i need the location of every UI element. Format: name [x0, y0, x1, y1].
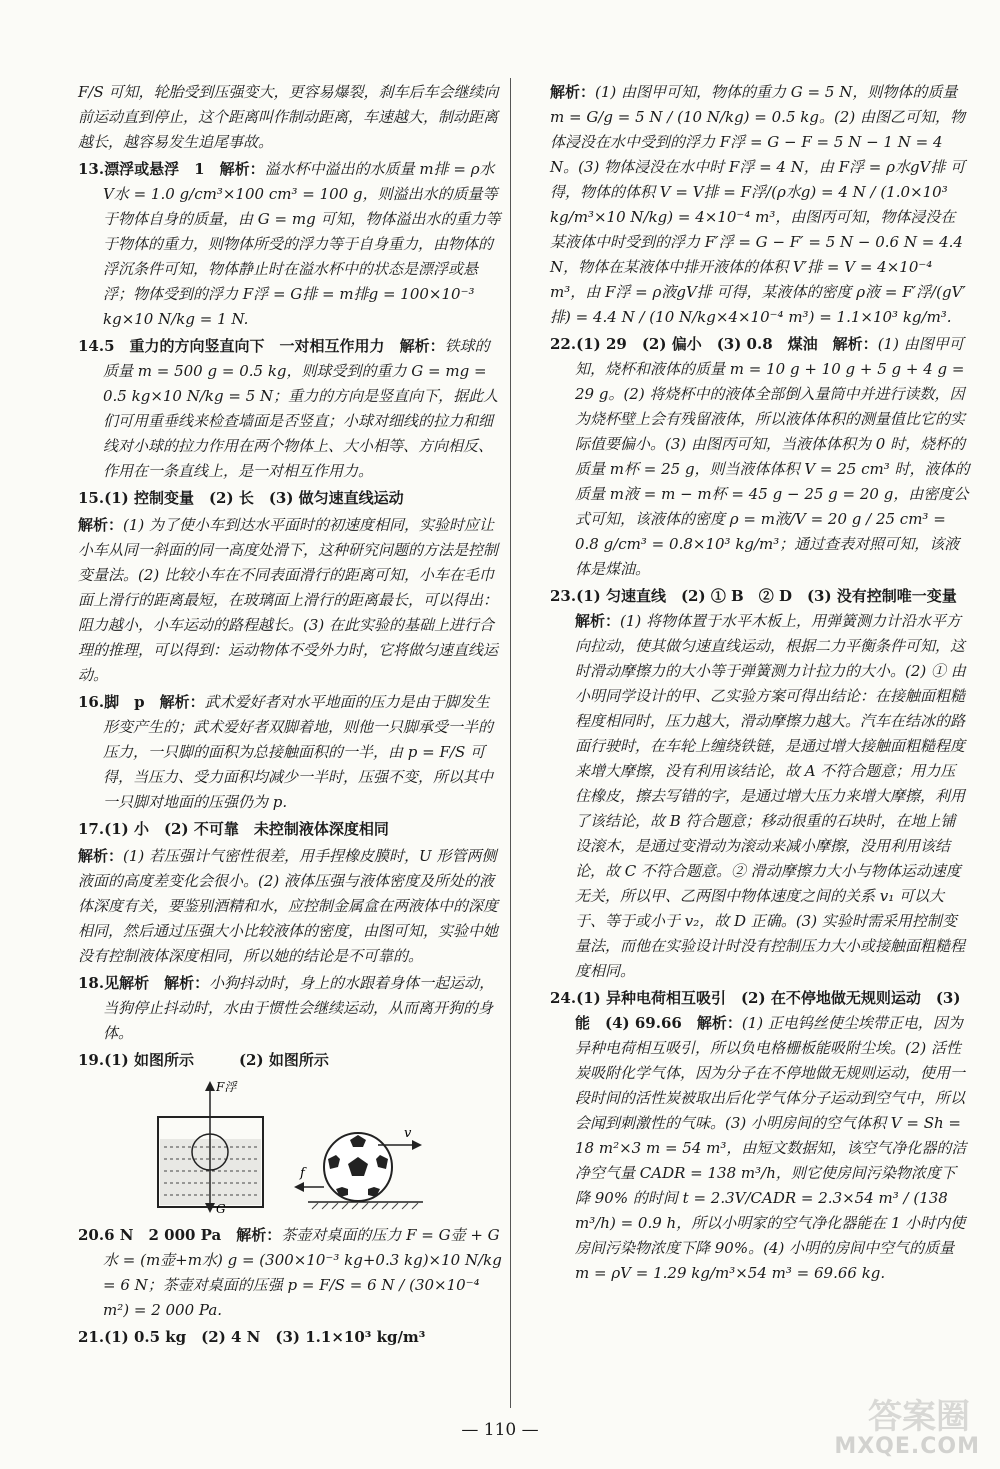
answer-item-17: 17.(1) 小 (2) 不可靠 未控制液体深度相同: [78, 820, 389, 838]
force-diagram-svg: [78, 1077, 503, 1217]
right-column: [550, 80, 970, 1288]
continued-paragraph: F/S 可知，轮胎受到压强变大，更容易爆裂，刹车后车会继续向前运动直到停止，这个距离叫作制动距离，车速越大，制动距离越长，越容易发生追尾事故。: [78, 83, 499, 151]
answer-item-23: 23.(1) 匀速直线 (2) ① B ② D (3) 没有控制唯一变量 解析：(1) 将物体置于水平木板上，用弹簧测力计沿水平方向拉动，使其做匀速直线运动，根据二力平衡条件可知，这时滑动摩擦力的大小等于弹簧测力计拉力的大小。(2) ① 由小明同学设计的甲、乙实验方案可得出结论：在接触面粗糙程度相同时，压力越大，滑动摩擦力越大。汽车在结冰的路面行驶时，在车轮上缠绕铁链，是通过增大接触面粗糙程度来增大摩擦，没有利用该结论，故 A 不符合题意；用力压住橡皮，擦去写错的字，是通过增大压力来增大摩擦，利用了该结论，故 B 符合题意；移动很重的石块时，在地上铺设滚木，是通过变滑动为滚动来减小摩擦，没用利用该结论，故 C 不符合题意。② 滑动摩擦力大小与物体运动速度无关，所以甲、乙两图中物体速度之间的关系 v₁ 可以大于、等于或小于 v₂，故 D 正确。(3) 实验时需采用控制变量法，而他在实验设计时没有控制压力大小或接触面粗糙程度相同。: [550, 587, 966, 980]
velocity-label: v: [404, 1126, 412, 1141]
answer-item-16: 16.脚 p 解析：武术爱好者对水平地面的压力是由于脚发生形变产生的；武术爱好者双脚着地，则他一只脚承受一半的压力，一只脚的面积为总接触面积的一半，由 p = F/S 可得，当压力、受力面积均减少一半时，压强不变，所以其中一只脚对地面的压强仍为 p.: [78, 693, 494, 811]
answer-item-20: 20.6 N 2 000 Pa 解析：茶壶对桌面的压力 F = G壶 + G水 = (m壶+m水) g = (300×10⁻³ kg+0.3 kg)×10 N/kg = 6 N；茶壶对桌面的压强 p = F/S = 6 N / (30×10⁻⁴ m²) = 2 000 Pa.: [78, 1226, 502, 1319]
friction-label: f: [300, 1166, 305, 1181]
answer-item-22: 22.(1) 29 (2) 偏小 (3) 0.8 煤油 解析：(1) 由图甲可知，烧杯和液体的质量 m = 10 g + 10 g + 5 g + 4 g = 29 g。(2) 将烧杯中的液体全部倒入量筒中并进行读数，因为烧杯壁上会有残留液体，所以液体体积的测量值比它的实际值要偏小。(3) 由图丙可知，当液体体积为 0 时，烧杯的质量 m杯 = 25 g，则当液体体积 V = 25 cm³ 时，液体的质量 m液 = m − m杯 = 45 g − 25 g = 20 g，由密度公式可知，该液体的密度 ρ = m液/V = 20 g / 25 cm³ = 0.8 g/cm³ = 0.8×10³ kg/m³；通过查表对照可知，该液体是煤油。: [550, 335, 970, 578]
buoyancy-label: F浮: [216, 1080, 237, 1094]
column-divider: [510, 78, 511, 1408]
answer-item-15: 15.(1) 控制变量 (2) 长 (3) 做匀速直线运动: [78, 489, 404, 507]
watermark-icon: 答案圈: [868, 1397, 970, 1437]
answer-item-15-explanation: 解析：(1) 为了使小车到达水平面时的初速度相同，实验时应让小车从同一斜面的同一高度处滑下，这种研究问题的方法是控制变量法。(2) 比较小车在不同表面滑行的距离可知，小车在毛巾面上滑行的距离最短，在玻璃面上滑行的距离最长，可以得出：阻力越小，小车运动的路程越长。(3) 在此实验的基础上进行合理的推理，可以得到：运动物体不受外力时，它将做匀速直线运动。: [78, 516, 499, 684]
page-number: — 110 —: [461, 1420, 539, 1440]
answer-item-17-explanation: 解析：(1) 若压强计气密性很差，用手捏橡皮膜时，U 形管两侧液面的高度差变化会很小。(2) 液体压强与液体密度及所处的液体深度有关，要鉴别酒精和水，应控制金属盒在两液体中的深度相同，然后通过压强大小比较液体的密度，由图可知，实验中她没有控制液体深度相同，所以她的结论是不可靠的。: [78, 847, 499, 965]
answer-item-21-explanation: 解析：(1) 由图甲可知，物体的重力 G = 5 N，则物体的质量 m = G/g = 5 N / (10 N/kg) = 0.5 kg。(2) 由图乙可知，物体浸没在水中受到的浮力 F浮 = G − F = 5 N − 1 N = 4 N。(3) 物体浸没在水中时 F浮 = 4 N，由 F浮 = ρ水gV排 可得，物体的体积 V = V排 = F浮/(ρ水g) = 4 N / (1.0×10³ kg/m³×10 N/kg) = 4×10⁻⁴ m³，由图丙可知，物体浸没在某液体中时受到的浮力 F′浮 = G − F′ = 5 N − 0.6 N = 4.4 N，物体在某液体中排开液体的体积 V′排 = V = 4×10⁻⁴ m³，由 F浮 = ρ液gV排 可得，某液体的密度 ρ液 = F′浮/(gV′排) = 4.4 N / (10 N/kg×4×10⁻⁴ m³) = 1.1×10³ kg/m³.: [550, 83, 966, 326]
soccer-ball-diagram: [294, 1126, 423, 1209]
answer-item-19: 19.(1) 如图所示 (2) 如图所示: [78, 1051, 329, 1069]
answer-item-24: 24.(1) 异种电荷相互吸引 (2) 在不停地做无规则运动 (3) 能 (4) 69.66 解析：(1) 正电钨丝使尘埃带正电，因为异种电荷相互吸引，所以负电格栅板能吸附尘埃。(2) 活性炭吸附化学气体，因为分子在不停地做无规则运动，使用一段时间的活性炭被取出后化学气体分子运动到空气中，所以会闻到刺激性的气味。(3) 小明房间的空气体积 V = Sh = 18 m²×3 m = 54 m³，由短文数据知，该空气净化器的洁净空气量 CADR = 138 m³/h，则它使房间污染物浓度下降 90% 的时间 t = 2.3V/CADR = 2.3×54 m³ / (138 m³/h) = 0.9 h，所以小明家的空气净化器能在 1 小时内使房间污染物浓度下降 90%。(4) 小明的房间中空气的质量 m = ρV = 1.29 kg/m³×54 m³ = 69.66 kg.: [550, 989, 967, 1282]
force-diagrams: [78, 1077, 503, 1217]
answer-item-13: 13.漂浮或悬浮 1 解析：溢水杯中溢出的水质量 m排 = ρ水V水 = 1.0 g/cm³×100 cm³ = 100 g，则溢出水的质量等于物体自身的质量，由 G = mg 可知，物体溢出水的重力等于物体的重力，则物体所受的浮力等于自身重力，由物体的浮沉条件可知，物体静止时在溢水杯中的状态是漂浮或悬浮；物体受到的浮力 F浮 = G排 = m排g = 100×10⁻³ kg×10 N/kg = 1 N.: [78, 160, 501, 328]
answer-item-21: 21.(1) 0.5 kg (2) 4 N (3) 1.1×10³ kg/m³: [78, 1328, 426, 1346]
answer-item-18: 18.见解析 解析：小狗抖动时，身上的水跟着身体一起运动，当狗停止抖动时，水由于惯性会继续运动，从而离开狗的身体。: [78, 974, 495, 1042]
left-column: [78, 80, 503, 1352]
watermark-text: MXQE.COM: [834, 1434, 980, 1459]
gravity-label: G: [216, 1202, 226, 1216]
watermark-logo: [790, 1389, 980, 1459]
answer-item-14: 14.5 重力的方向竖直向下 一对相互作用力 解析：铁球的质量 m = 500 g = 0.5 kg，则球受到的重力 G = mg = 0.5 kg×10 N/kg = 5 N；重力的方向是竖直向下，据此人们可用重垂线来检查墙面是否竖直；小球对细线的拉力和细线对小球的拉力作用在两个物体上、大小相等、方向相反、作用在一条直线上，是一对相互作用力。: [78, 337, 499, 480]
beaker-diagram: [158, 1080, 263, 1216]
left-items: [78, 157, 503, 1073]
left-items-continued: [78, 1223, 503, 1350]
